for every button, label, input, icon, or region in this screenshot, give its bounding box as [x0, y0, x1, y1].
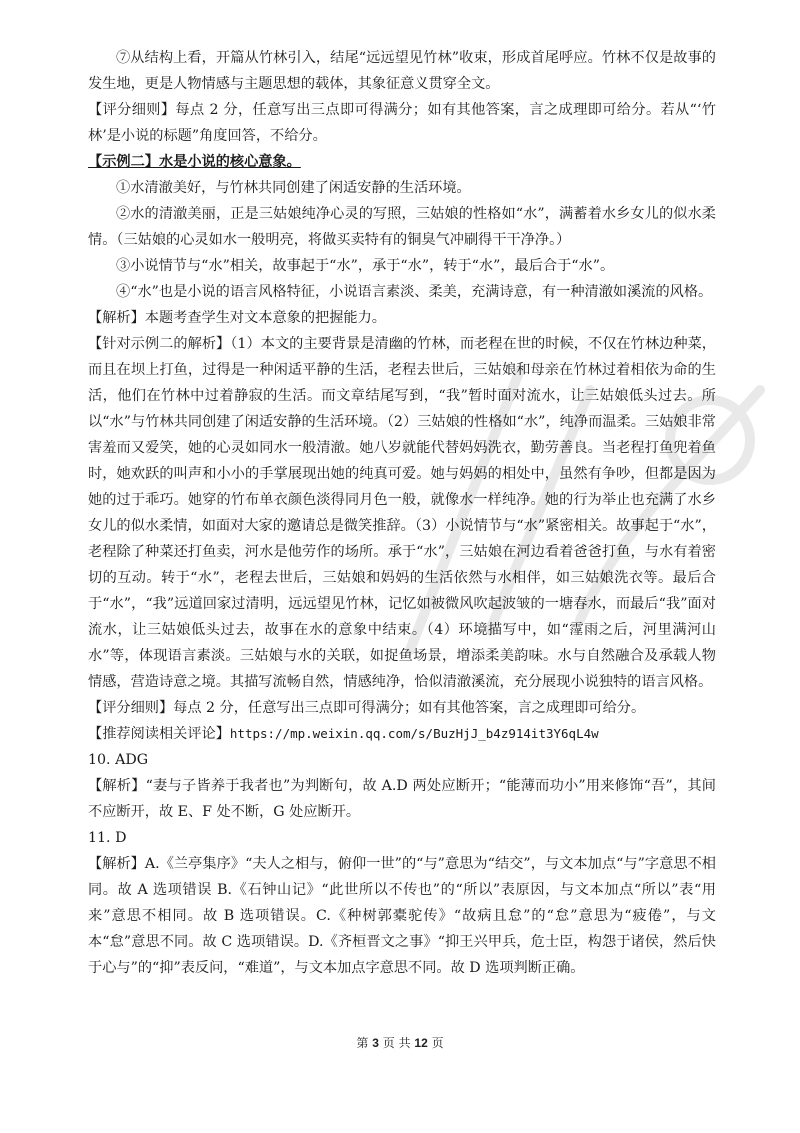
question-11-analysis: 【解析】A.《兰亭集序》“夫人之相与，俯仰一世”的“与”意思为“结交”，与文本加点“与”字意思不相同。故 A 选项错误 B.《石钟山记》“此世所以不传也”的“所以”表原因，与文本加点“所以”表“用来”意思不相同。故 B 选项错误。C.《种树郭橐驼传》“故病且怠”的“怠”意思为“疲倦”，与文本“怠”意思不同。故 C 选项错误。D.《齐桓晋文之事》“抑王兴甲兵，危士臣，构怨于诸侯，然后快于心与”的“抑”表反问，“难道”，与文本加点字意思不同。故 D 选项判断正确。 [88, 856, 716, 976]
scoring-rules-1: 【评分细则】每点 2 分，任意写出三点即可得满分；如有其他答案，言之成理即可给分。若从“‘竹林’是小说的标题”角度回答，不给分。 [88, 102, 716, 144]
page-footer [0, 1030, 800, 1056]
footer-middle: 页 共 [382, 1036, 411, 1050]
example-two-heading: 【示例二】水是小说的核心意象。 [88, 154, 301, 170]
analysis-intro: 【解析】本题考查学生对文本意象的把握能力。 [88, 310, 386, 326]
example-two-point-3: ③小说情节与“水”相关，故事起于“水”，承于“水”，转于“水”，最后合于“水”。 [116, 258, 615, 274]
document-body [88, 45, 716, 981]
footer-prefix: 第 [356, 1036, 369, 1050]
recommended-reading [88, 721, 716, 747]
footer-total-pages: 12 [414, 1036, 428, 1050]
example-two-point-1: ①水清澈美好，与竹林共同创建了闲适安静的生活环境。 [116, 180, 471, 196]
question-10-analysis: 【解析】“妻与子皆养于我者也”为判断句，故 A.D 两处应断开；“能薄而功小”用来修饰“吾”，其间不应断开，故 E、F 处不断，G 处应断开。 [88, 778, 716, 820]
scoring-rules-2: 【评分细则】每点 2 分，任意写出三点即可得满分；如有其他答案，言之成理即可给分。 [88, 700, 646, 716]
analysis-example-two: 【针对示例二的解析】（1）本文的主要背景是清幽的竹林，而老程在世的时候，不仅在竹林边种菜，而且在坝上打鱼，过得是一种闲适平静的生活，老程去世后，三姑娘和母亲在竹林过着相依为命的生活，他们在竹林中过着静寂的生活。而文章结尾写到，“我”暂时面对流水，让三姑娘低头过去。所以“水”与竹林共同创建了闲适安静的生活环境。（2）三姑娘的性格如“水”，纯净而温柔。三姑娘非常害羞而又爱笑，她的心灵如同水一般清澈。她八岁就能代替妈妈洗衣，勤劳善良。当老程打鱼兜着鱼时，她欢跃的叫声和小小的手掌展现出她的纯真可爱。她与妈妈的相处中，虽然有争吵，但都是因为她的过于乖巧。她穿的竹布单衣颜色淡得同月色一般，就像水一样纯净。她的行为举止也充满了水乡女儿的似水柔情，如面对大家的邀请总是微笑推辞。（3）小说情节与“水”紧密相关。故事起于“水”，老程除了种菜还打鱼卖，河水是他劳作的场所。承于“水”，三姑娘在河边看着爸爸打鱼，与水有着密切的互动。转于“水”，老程去世后，三姑娘和妈妈的生活依然与水相伴，如三姑娘洗衣等。最后合于“水”，“我”远道回家过清明，远远望见竹林，记忆如被微风吹起波皱的一塘春水，而最后“我”面对流水，让三姑娘低头过去，故事在水的意象中结束。（4）环境描写中，如“霪雨之后，河里满河山水”等，体现语言素淡。三姑娘与水的关联，如捉鱼场景，增添柔美韵味。水与自然融合及承载人物情感，营造诗意之境。其描写流畅自然，情感纯净，恰似清澈溪流，充分展现小说独特的语言风格。 [88, 336, 716, 690]
recommended-reading-link[interactable]: https://mp.weixin.qq.com/s/BuzHjJ_b4z914it3Y6qL4w [229, 726, 599, 741]
footer-page-number: 3 [372, 1036, 379, 1050]
answer-point-7: ⑦从结构上看，开篇从竹林引入，结尾“远远望见竹林”收束，形成首尾呼应。竹林不仅是故事的发生地，更是人物情感与主题思想的载体，其象征意义贯穿全文。 [88, 50, 716, 92]
footer-suffix: 页 [431, 1036, 444, 1050]
example-two-point-2: ②水的清澈美丽，正是三姑娘纯净心灵的写照，三姑娘的性格如“水”，满蓄着水乡女儿的似水柔情。（三姑娘的心灵如水一般明亮，将做买卖特有的铜臭气冲刷得干干净净。） [88, 206, 716, 248]
example-two-point-4: ④“水”也是小说的语言风格特征，小说语言素淡、柔美，充满诗意，有一种清澈如溪流的风格。 [116, 284, 713, 300]
question-11-answer: 11. D [88, 830, 127, 846]
recommended-reading-label: 【推荐阅读相关评论】 [88, 726, 230, 742]
question-10-answer: 10. ADG [88, 752, 149, 768]
